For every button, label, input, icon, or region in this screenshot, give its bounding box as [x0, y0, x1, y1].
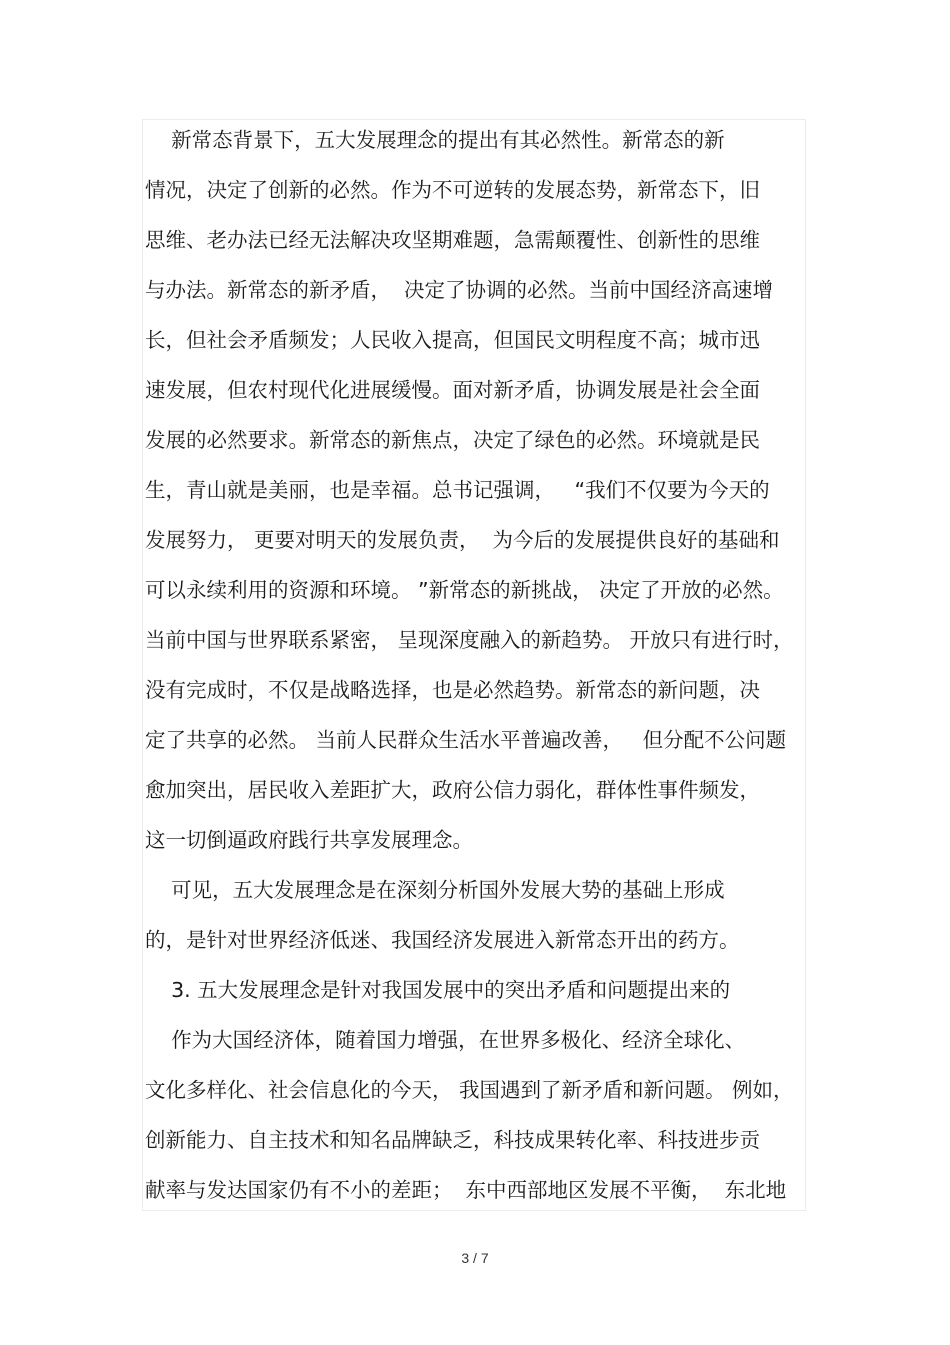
text-line: 可以永续利用的资源和环境。 ”新常态的新挑战， 决定了开放的必然。: [145, 578, 784, 602]
text-line: 新常态背景下，五大发展理念的提出有其必然性。新常态的新: [145, 128, 725, 152]
text-line: 与办法。新常态的新矛盾， 决定了协调的必然。当前中国经济高速增: [145, 278, 774, 302]
text-line: 可见，五大发展理念是在深刻分析国外发展大势的基础上形成: [145, 878, 725, 902]
text-line: 这一切倒逼政府践行共享发展理念。: [145, 828, 473, 852]
page-number: 3 / 7: [461, 1250, 489, 1266]
text-line: 没有完成时，不仅是战略选择，也是必然趋势。新常态的新问题，决: [145, 678, 760, 702]
text-line: 作为大国经济体，随着国力增强，在世界多极化、经济全球化、: [145, 1028, 746, 1052]
text-line: 愈加突出，居民收入差距扩大，政府公信力弱化，群体性事件频发，: [145, 778, 760, 802]
text-line: 献率与发达国家仍有不小的差距； 东中西部地区发展不平衡， 东北地: [145, 1178, 787, 1202]
text-line: 定了共享的必然。 当前人民群众生活水平普遍改善， 但分配不公问题: [145, 728, 787, 752]
text-line: 发展的必然要求。新常态的新焦点，决定了绿色的必然。环境就是民: [145, 428, 760, 452]
text-line: 当前中国与世界联系紧密， 呈现深度融入的新趋势。 开放只有进行时，: [145, 628, 794, 652]
text-line: 生，青山就是美丽，也是幸福。总书记强调， “我们不仅要为今天的: [145, 478, 770, 502]
text-line: 速发展，但农村现代化进展缓慢。面对新矛盾，协调发展是社会全面: [145, 378, 760, 402]
section-heading: 3. 五大发展理念是针对我国发展中的突出矛盾和问题提出来的: [145, 978, 731, 1002]
text-line: 长，但社会矛盾频发；人民收入提高，但国民文明程度不高；城市迅: [145, 328, 760, 352]
text-line: 的，是针对世界经济低迷、我国经济发展进入新常态开出的药方。: [145, 928, 740, 952]
text-line: 文化多样化、社会信息化的今天， 我国遇到了新矛盾和新问题。 例如，: [145, 1078, 794, 1102]
text-line: 思维、老办法已经无法解决攻坚期难题，急需颠覆性、创新性的思维: [145, 228, 760, 252]
text-line: 情况，决定了创新的必然。作为不可逆转的发展态势，新常态下，旧: [145, 178, 760, 202]
text-line: 发展努力， 更要对明天的发展负责， 为今后的发展提供良好的基础和: [145, 528, 780, 552]
text-line: 创新能力、自主技术和知名品牌缺乏，科技成果转化率、科技进步贡: [145, 1128, 760, 1152]
document-body: [145, 115, 815, 1215]
